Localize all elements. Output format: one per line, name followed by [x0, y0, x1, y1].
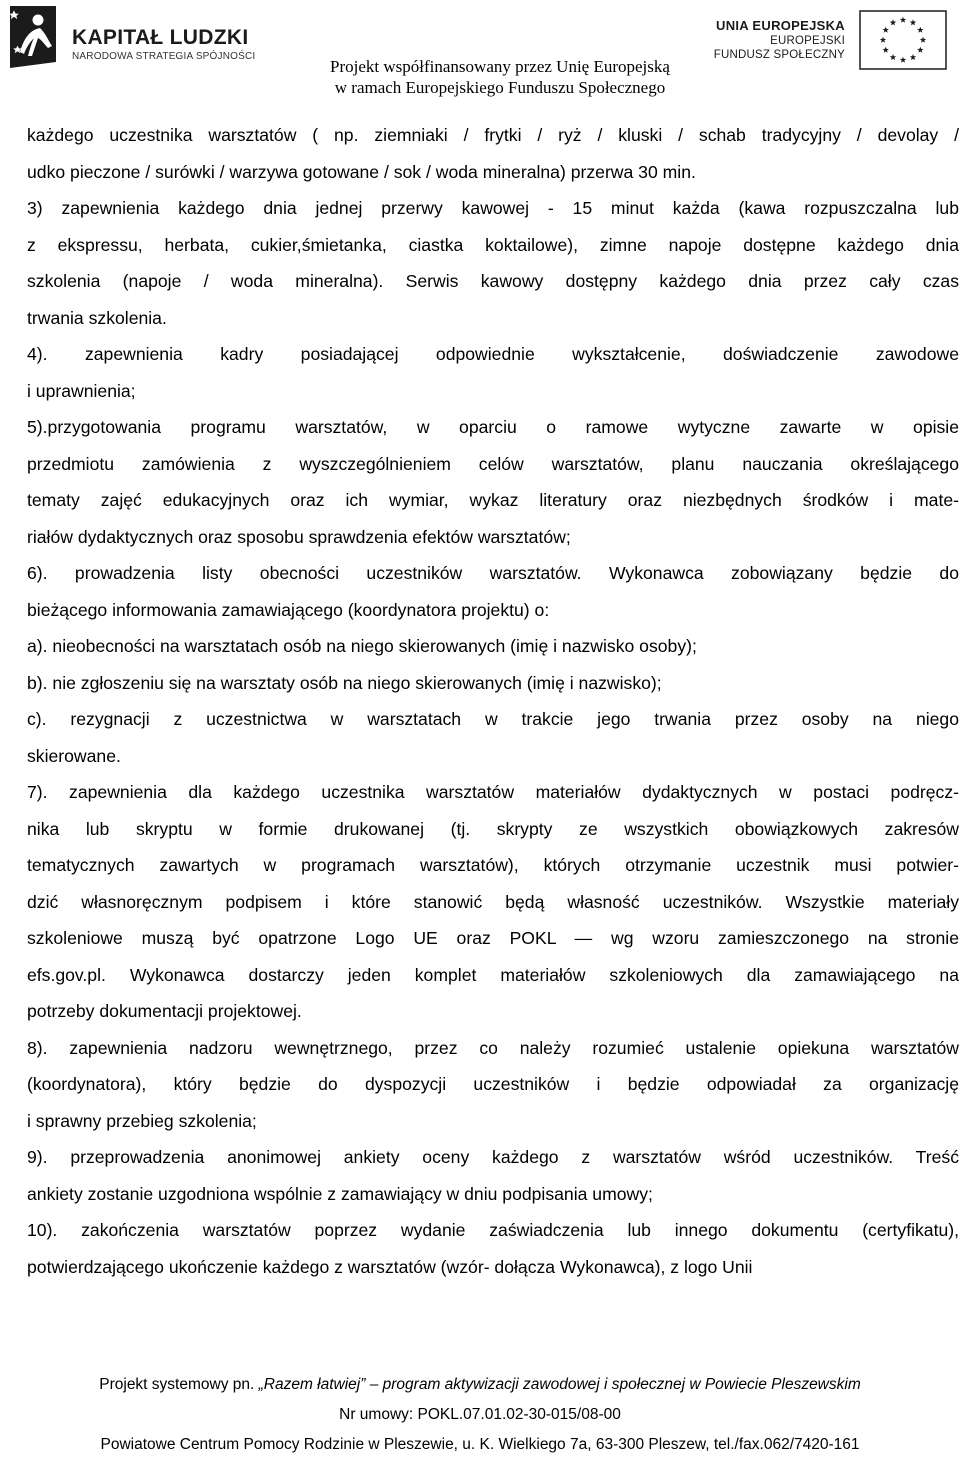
- kapital-ludzki-title: KAPITAŁ LUDZKI: [72, 26, 249, 49]
- page-header: [0, 0, 960, 105]
- body-line: przedmiotu zamówienia z wyszczególnieniem celów warsztatów, planu nauczania określającego: [27, 453, 959, 474]
- footer-project-title: „Razem łatwiej” – program aktywizacji zawodowej i społecznej w Powiecie Pleszewskim: [258, 1376, 861, 1393]
- body-line: 9). przeprowadzenia anonimowej ankiety oceny każdego z warsztatów wśród uczestników. Treść: [27, 1147, 959, 1167]
- body-line: potwierdzającego ukończenie każdego z warsztatów (wzór- dołącza Wykonawca), z logo Unii: [27, 1256, 753, 1277]
- eu-logo-line2: EUROPEJSKI: [770, 35, 845, 47]
- body-line: z ekspressu, herbata, cukier,śmietanka, ciastka koktailowe), zimne napoje dostępne każdego dnia: [27, 234, 959, 255]
- body-line: tematy zajęć edukacyjnych oraz ich wymiar, wykaz literatury oraz niezbędnych środków i mate-: [27, 490, 959, 510]
- body-line: szkoleniowe muszą być opatrzone Logo UE oraz POKL — wg wzoru zamieszczonego na stronie: [27, 928, 959, 948]
- body-line: b). nie zgłoszeniu się na warsztaty osób na niego skierowanych (imię i nazwisko);: [27, 672, 662, 693]
- body-line: 8). zapewnienia nadzoru wewnętrznego, przez co należy rozumieć ustalenie opiekuna warsztatów: [27, 1037, 959, 1058]
- body-line: 3) zapewnienia każdego dnia jednej przerwy kawowej - 15 minut każda (kawa rozpuszczalna lub: [27, 198, 959, 218]
- body-line: bieżącego informowania zamawiającego (koordynatora projektu) o:: [27, 599, 550, 620]
- document-body: [27, 117, 959, 1285]
- body-line: nika lub skryptu w formie drukowanej (tj. skrypty ze wszystkich obowiązkowych zakresów: [27, 818, 959, 839]
- body-line: efs.gov.pl. Wykonawca dostarczy jeden komplet materiałów szkoleniowych dla zamawiającego na: [27, 964, 959, 985]
- cofinancing-line-2: w ramach Europejskiego Funduszu Społecznego: [334, 78, 666, 97]
- body-line: i uprawnienia;: [27, 380, 136, 401]
- body-line: dzić własnoręcznym podpisem i które stanowić będą własność uczestników. Wszystkie materiały: [27, 891, 959, 912]
- body-line: 10). zakończenia warsztatów poprzez wydanie zaświadczenia lub innego dokumentu (certyfikatu),: [27, 1220, 959, 1240]
- body-line: szkolenia (napoje / woda mineralna). Serwis kawowy dostępny każdego dnia przez cały czas: [27, 271, 959, 291]
- body-line: udko pieczone / surówki / warzywa gotowane / sok / woda mineralna) przerwa 30 min.: [27, 161, 696, 182]
- body-line: 5).przygotowania programu warsztatów, w oparciu o ramowe wytyczne zawarte w opisie: [27, 417, 959, 437]
- cofinancing-line-1: Projekt współfinansowany przez Unię Europejską: [330, 57, 670, 76]
- body-line: każdego uczestnika warsztatów ( np. ziemniaki / frytki / ryż / kluski / schab tradycyjny / devolay /: [27, 125, 959, 145]
- footer-project-line: [0, 1376, 960, 1394]
- body-line: 4). zapewnienia kadry posiadającej odpowiednie wykształcenie, doświadczenie zawodowe: [27, 344, 959, 364]
- body-line: 6). prowadzenia listy obecności uczestników warsztatów. Wykonawca zobowiązany będzie do: [27, 563, 959, 583]
- body-line: ankiety zostanie uzgodniona wspólnie z zamawiający w dniu podpisania umowy;: [27, 1183, 653, 1204]
- body-line: trwania szkolenia.: [27, 307, 167, 328]
- eu-logo-line1: UNIA EUROPEJSKA: [716, 18, 845, 33]
- footer-address: Powiatowe Centrum Pomocy Rodzinie w Pleszewie, u. K. Wielkiego 7a, 63-300 Pleszew, tel./fax.062/7420-161: [100, 1436, 860, 1453]
- kapital-ludzki-subtitle: NARODOWA STRATEGIA SPÓJNOŚCI: [72, 51, 256, 62]
- body-line: tematycznych zawartych w programach warsztatów), których otrzymanie uczestnik musi potwier-: [27, 855, 959, 875]
- body-line: i sprawny przebieg szkolenia;: [27, 1110, 257, 1131]
- body-line: a). nieobecności na warsztatach osób na niego skierowanych (imię i nazwisko osoby);: [27, 636, 697, 656]
- footer-project-prefix: Projekt systemowy pn.: [99, 1376, 259, 1393]
- body-line: potrzeby dokumentacji projektowej.: [27, 1001, 302, 1021]
- body-line: c). rezygnacji z uczestnictwa w warsztatach w trakcie jego trwania przez osoby na niego: [27, 709, 959, 729]
- footer-contract-number: Nr umowy: POKL.07.01.02-30-015/08-00: [339, 1406, 621, 1423]
- body-line: 7). zapewnienia dla każdego uczestnika warsztatów materiałów dydaktycznych w postaci podręcz-: [27, 782, 959, 802]
- body-line: (koordynatora), który będzie do dyspozycji uczestników i będzie odpowiadał za organizację: [27, 1074, 959, 1094]
- eu-logo-line3: FUNDUSZ SPOŁECZNY: [713, 49, 845, 61]
- body-line: riałów dydaktycznych oraz sposobu sprawdzenia efektów warsztatów;: [27, 526, 571, 547]
- body-line: skierowane.: [27, 745, 121, 766]
